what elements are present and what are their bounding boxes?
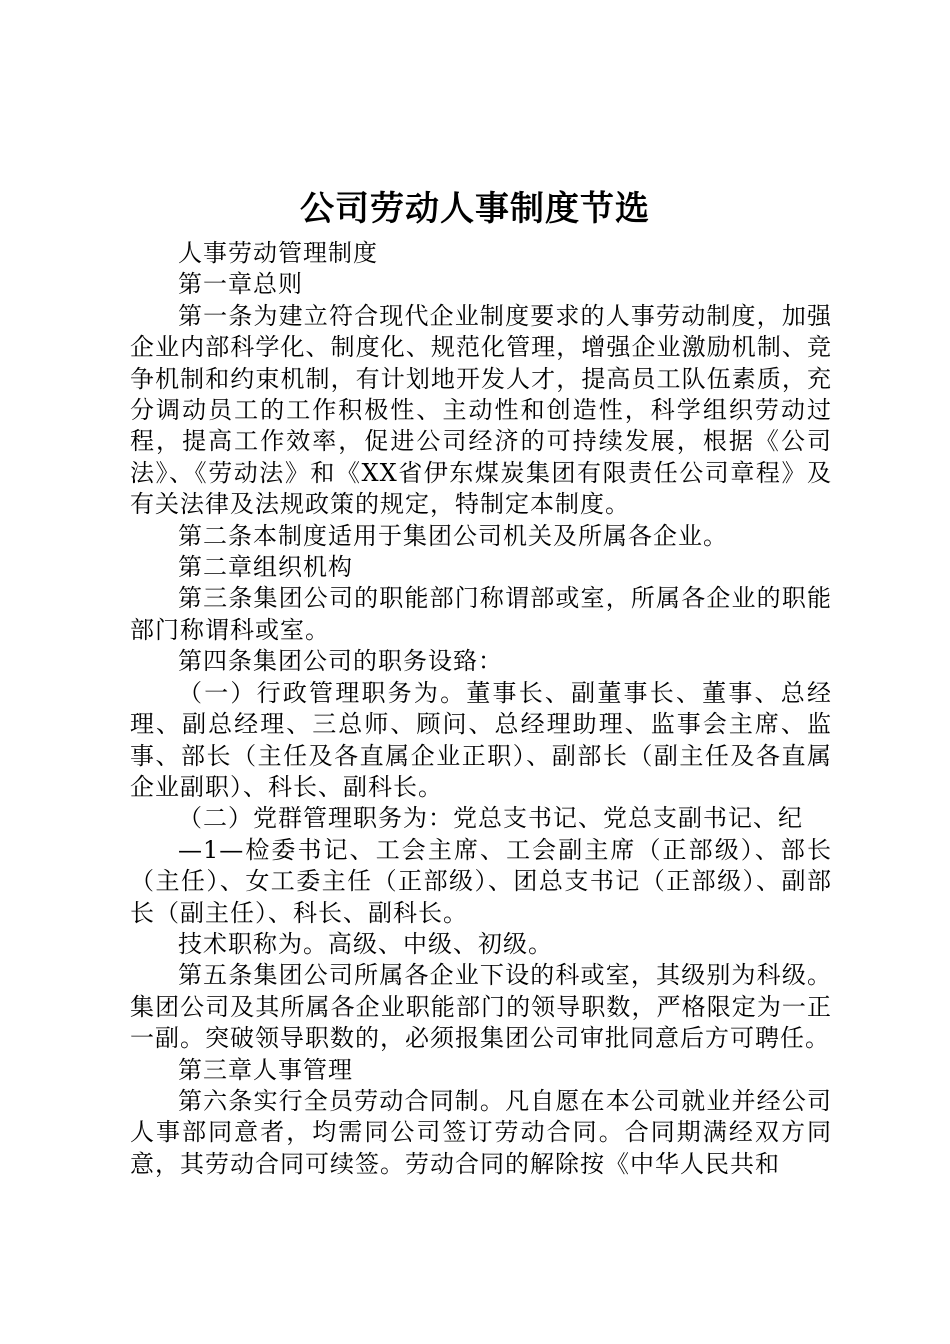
paragraph: 第五条集团公司所属各企业下设的科或室，其级别为科级。集团公司及其所属各企业职能部门的领导职数，严格限定为一正一副。突破领导职数的，必须报集团公司审批同意后方可聘任。 — [130, 961, 832, 1053]
paragraph: 人事劳动管理制度 — [178, 239, 378, 267]
paragraph: 第四条集团公司的职务设臵： — [178, 647, 503, 676]
paragraph: （一）行政管理职务为。董事长、副董事长、董事、总经理、副总经理、三总师、顾问、总经理助理、监事会主席、监事、部长（主任及各直属企业正职）、副部长（副主任及各直属企业副职）、科长、副科长。 — [130, 678, 832, 801]
paragraph: 第一条为建立符合现代企业制度要求的人事劳动制度，加强企业内部科学化、制度化、规范化管理，增强企业激励机制、竞争机制和约束机制，有计划地开发人才，提高员工队伍素质，充分调动员工的工作积极性、主动性和创造性，科学组织劳动过程，提高工作效率，促进公司经济的可持续发展，根据《公司法》、《劳动法》和《XX省伊东煤炭集团有限责任公司章程》及有关法律及法规政策的规定，特制定本制度。 — [130, 301, 832, 519]
chapter-heading: 第二章组织机构 — [178, 553, 353, 582]
paragraph: 第三条集团公司的职能部门称谓部或室，所属各企业的职能部门称谓科或室。 — [130, 584, 832, 644]
document-title: 公司劳动人事制度节选 — [300, 189, 650, 229]
paragraph: 技术职称为。高级、中级、初级。 — [178, 929, 553, 958]
chapter-heading: 第三章人事管理 — [178, 1055, 353, 1084]
paragraph: 第六条实行全员劳动合同制。凡自愿在本公司就业并经公司人事部同意者，均需同公司签订劳动合同。合同期满经双方同意，其劳动合同可续签。劳动合同的解除按《中华人民共和 — [130, 1086, 832, 1178]
chapter-heading: 第一章总则 — [178, 270, 303, 299]
paragraph: 第二条本制度适用于集团公司机关及所属各企业。 — [178, 521, 728, 550]
paragraph: —1—检委书记、工会主席、工会副主席（正部级）、部长（主任）、女工委主任（正部级）、团总支书记（正部级）、副部长（副主任）、科长、副科长。 — [130, 835, 832, 927]
paragraph: （二）党群管理职务为：党总支书记、党总支副书记、纪 — [178, 804, 803, 833]
document-body — [130, 238, 832, 1180]
